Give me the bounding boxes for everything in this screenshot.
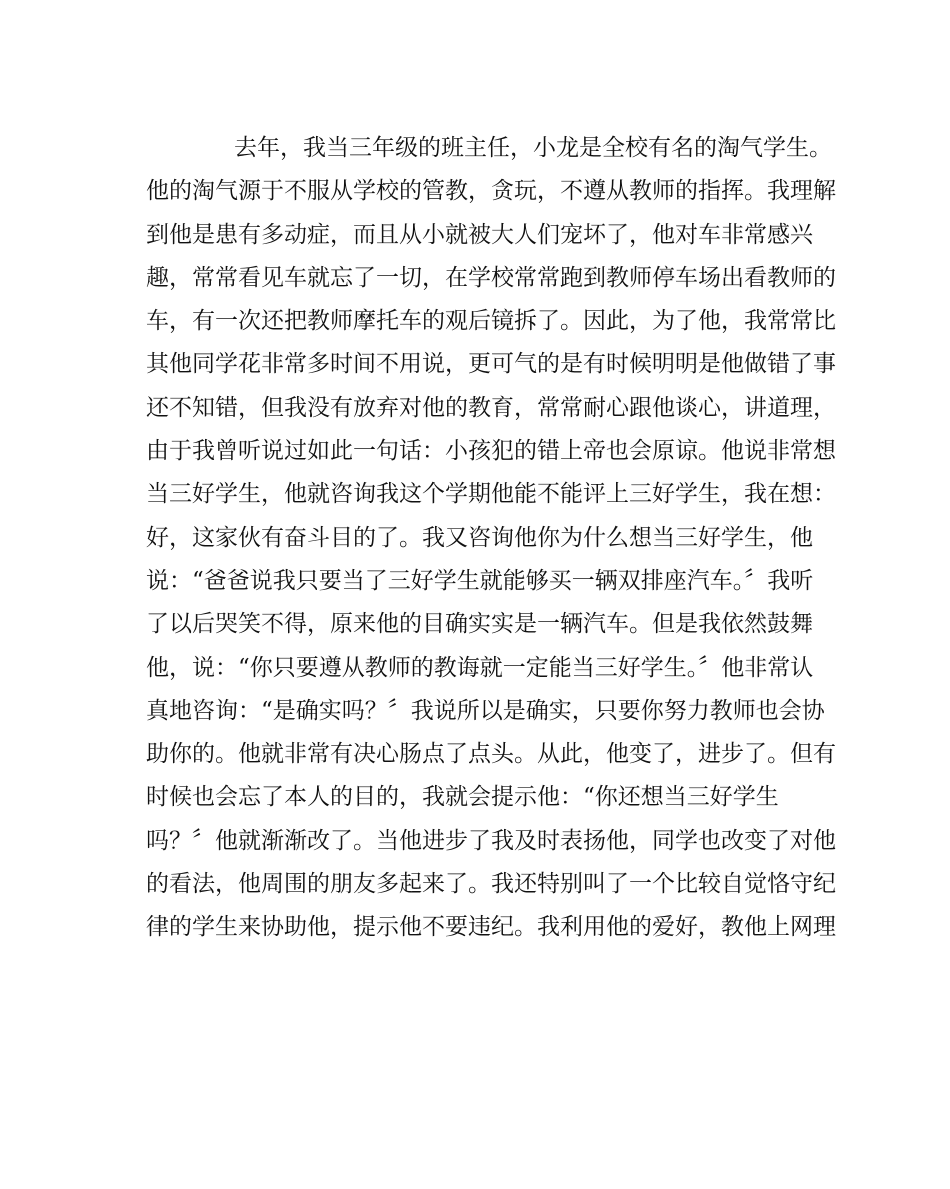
body-paragraph [146, 127, 836, 950]
text-line: 其他同学花非常多时间不用说，更可气的是有时候明明是他做错了事 [146, 351, 836, 378]
text-line: 好，这家伙有奋斗目的了。我又咨询他你为什么想当三好学生，他 [146, 524, 813, 551]
text-line: 他的淘气源于不服从学校的管教，贪玩，不遵从教师的指挥。我理解 [146, 178, 836, 205]
text-line: 到他是患有多动症，而且从小就被大人们宠坏了，他对车非常感兴 [146, 221, 813, 248]
text-line: 了以后哭笑不得，原来他的目确实实是一辆汽车。但是我依然鼓舞 [146, 611, 813, 638]
text-line: 车，有一次还把教师摩托车的观后镜拆了。因此，为了他，我常常比 [146, 308, 836, 335]
text-line: 由于我曾听说过如此一句话：小孩犯的错上帝也会原谅。他说非常想 [146, 438, 836, 465]
text-line: 说：“爸爸说我只要当了三好学生就能够买一辆双排座汽车。〞我听 [146, 567, 814, 594]
text-line: 当三好学生，他就咨询我这个学期他能不能评上三好学生，我在想： [146, 481, 836, 508]
text-line: 他，说：“你只要遵从教师的教诲就一定能当三好学生。〞他非常认 [146, 654, 814, 681]
text-line: 真地咨询：“是确实吗？〞我说所以是确实，只要你努力教师也会协 [146, 697, 825, 724]
text-line: 吗？〞他就渐渐改了。当他进步了我及时表扬他，同学也改变了对他 [146, 827, 836, 854]
text-line: 还不知错，但我没有放弃对他的教育，常常耐心跟他谈心，讲道理， [146, 394, 836, 421]
text-line: 律的学生来协助他，提示他不要违纪。我利用他的爱好，教他上网理 [146, 914, 836, 941]
text-line: 助你的。他就非常有决心肠点了点头。从此，他变了，进步了。但有 [146, 741, 836, 768]
text-line: 趣，常常看见车就忘了一切，在学校常常跑到教师停车场出看教师的 [146, 264, 836, 291]
text-line: 时候也会忘了本人的目的，我就会提示他：“你还想当三好学生 [146, 784, 779, 811]
text-line: 去年，我当三年级的班主任，小龙是全校有名的淘气学生。 [234, 135, 832, 161]
text-line: 的看法，他周围的朋友多起来了。我还特别叫了一个比较自觉恪守纪 [146, 871, 836, 898]
